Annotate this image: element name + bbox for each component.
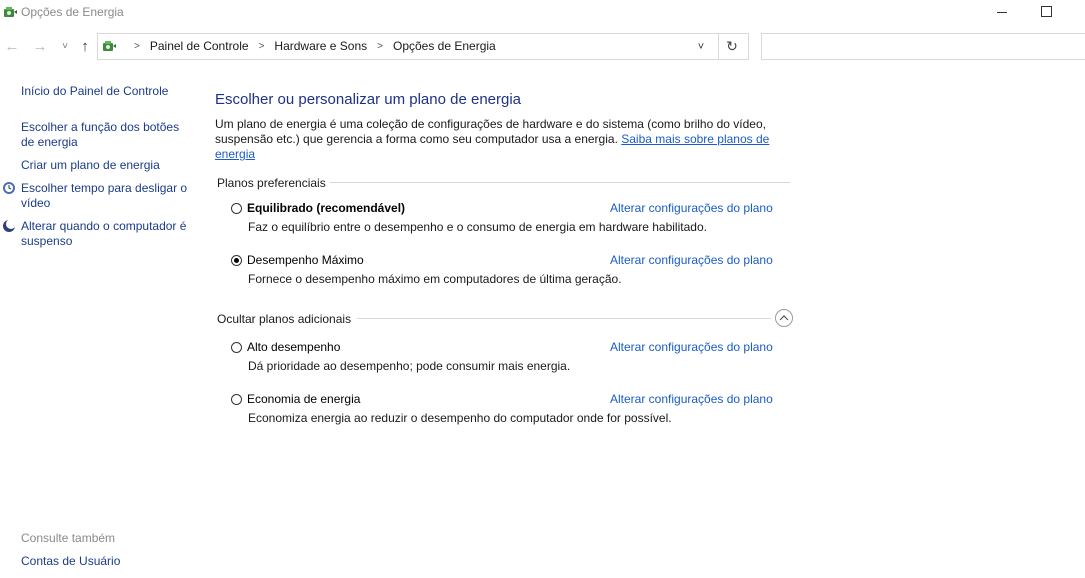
change-plan-link[interactable]: Alterar configurações do plano: [610, 201, 773, 215]
preferred-plans-heading: Planos preferenciais: [217, 176, 326, 190]
page-title: Escolher ou personalizar um plano de energia: [215, 91, 522, 108]
window-title: Opções de Energia: [21, 5, 124, 19]
plan-radio-balanced[interactable]: [231, 203, 242, 214]
chevron-down-icon: ˅: [697, 41, 705, 53]
forward-arrow-icon: →: [32, 38, 48, 55]
plan-name-max-performance[interactable]: Desempenho Máximo: [247, 253, 364, 267]
maximize-button[interactable]: [1036, 2, 1056, 22]
description-text: Um plano de energia é uma coleção de configurações de hardware e do sistema (como brilho do vídeo, suspensão etc.) que gerencia a forma como seu computador usa a energia.: [215, 117, 766, 146]
plan-desc-max-performance: Fornece o desempenho máximo em computadores de última geração.: [248, 272, 622, 286]
forward-button[interactable]: [31, 38, 49, 56]
address-dropdown-button[interactable]: [692, 38, 710, 56]
group-divider: [357, 318, 771, 319]
sidebar-item-display-timeout[interactable]: Escolher tempo para desligar o vídeo: [21, 181, 188, 210]
plan-desc-balanced: Faz o equilíbrio entre o desempenho e o consumo de energia em hardware habilitado.: [248, 220, 707, 234]
plan-radio-high-performance[interactable]: [231, 342, 242, 353]
plan-desc-power-saver: Economiza energia ao reduzir o desempenho do computador onde for possível.: [248, 411, 672, 425]
user-accounts-link[interactable]: Contas de Usuário: [21, 554, 121, 568]
minimize-button[interactable]: [992, 2, 1012, 22]
change-plan-link[interactable]: Alterar configurações do plano: [610, 253, 773, 267]
power-options-icon: [101, 38, 117, 54]
breadcrumb-item[interactable]: Hardware e Sons: [274, 39, 368, 53]
chevron-up-icon: [776, 310, 792, 326]
breadcrumb-item[interactable]: Opções de Energia: [392, 39, 496, 53]
plan-desc-high-performance: Dá prioridade ao desempenho; pode consumir mais energia.: [248, 359, 571, 373]
divider: [718, 33, 719, 60]
back-button[interactable]: [3, 38, 21, 56]
clock-monitor-icon: [2, 181, 16, 195]
page-description: [215, 117, 775, 162]
up-arrow-icon: ↑: [81, 38, 89, 55]
power-options-icon: [2, 4, 18, 20]
plan-radio-max-performance[interactable]: [231, 255, 242, 266]
change-plan-link[interactable]: Alterar configurações do plano: [610, 392, 773, 406]
sidebar-item-sleep[interactable]: Alterar quando o computador é suspenso: [21, 219, 187, 248]
breadcrumb: [124, 39, 496, 53]
chevron-right-icon[interactable]: >: [258, 40, 265, 52]
back-arrow-icon: ←: [4, 38, 20, 55]
collapse-button[interactable]: [775, 309, 793, 327]
additional-plans-heading[interactable]: Ocultar planos adicionais: [217, 312, 352, 326]
recent-locations-button[interactable]: [56, 38, 74, 56]
search-input[interactable]: [761, 33, 1085, 60]
learn-more-link[interactable]: Saiba mais sobre planos de energia: [215, 132, 770, 161]
breadcrumb-item[interactable]: Painel de Controle: [149, 39, 249, 53]
chevron-right-icon: >: [134, 40, 140, 52]
change-plan-link[interactable]: Alterar configurações do plano: [610, 340, 773, 354]
plan-name-power-saver[interactable]: Economia de energia: [247, 392, 361, 406]
refresh-icon: ↻: [726, 38, 738, 54]
plan-name-high-performance[interactable]: Alto desempenho: [247, 340, 341, 354]
sidebar-home-link[interactable]: Início do Painel de Controle: [21, 84, 169, 98]
see-also-label: Consulte também: [21, 531, 116, 545]
moon-icon: [2, 219, 16, 233]
refresh-button[interactable]: [723, 37, 741, 55]
chevron-down-icon: ˅: [62, 41, 68, 52]
title-bar: [0, 0, 1085, 26]
chevron-right-icon[interactable]: >: [377, 40, 383, 52]
sidebar-item-power-buttons[interactable]: Escolher a função dos botões de energia: [21, 120, 180, 149]
sidebar-item-create-plan[interactable]: Criar um plano de energia: [21, 158, 160, 172]
group-divider: [330, 182, 790, 183]
up-button[interactable]: [76, 38, 94, 56]
plan-name-balanced[interactable]: Equilibrado (recomendável): [247, 201, 406, 215]
plan-radio-power-saver[interactable]: [231, 394, 242, 405]
